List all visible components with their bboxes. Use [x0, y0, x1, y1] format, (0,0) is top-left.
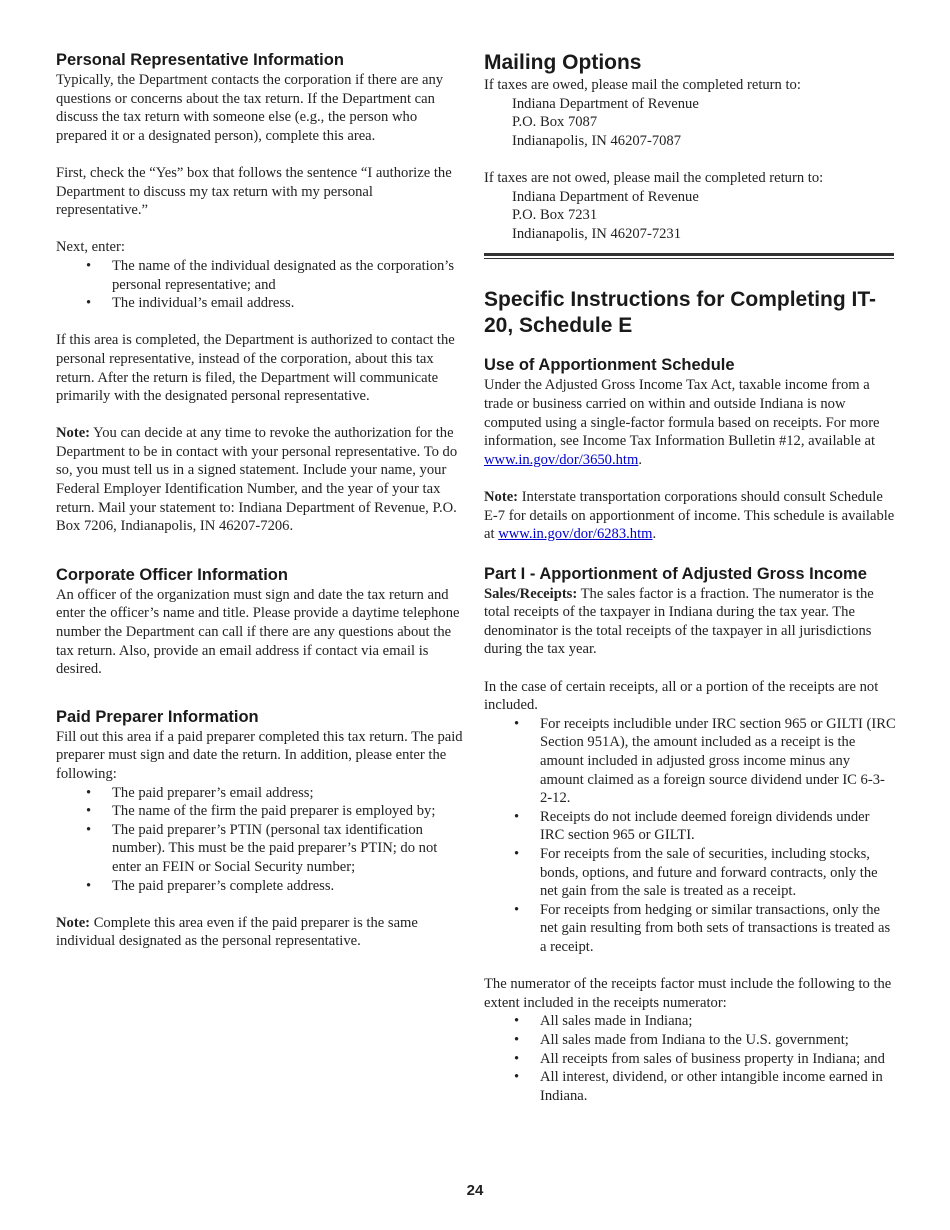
use-apportionment-heading: Use of Apportionment Schedule: [484, 356, 735, 375]
note-label: Note:: [484, 488, 519, 505]
personal-rep-p4: If this area is completed, the Department is authorized to contact the personal representative, instead of the corporation, about this tax return. After the return is filed, the Department will communicate primarily with the designated personal representative.: [56, 332, 455, 405]
bullet-icon: •: [86, 803, 92, 820]
not-owed-address: Indiana Department of Revenue P.O. Box 7231 Indianapolis, IN 46207-7231: [512, 188, 699, 242]
note-label: Note:: [56, 914, 91, 931]
part1-list: [484, 715, 896, 957]
bullet-icon: •: [514, 1069, 520, 1086]
bullet-icon: •: [514, 1031, 520, 1048]
corp-officer-heading: Corporate Officer Information: [56, 565, 288, 584]
right-column: [484, 50, 896, 1105]
schedule-e7-link[interactable]: www.in.gov/dor/6283.htm: [498, 526, 653, 543]
bullet-icon: •: [86, 877, 92, 894]
paid-preparer-p1: Fill out this area if a paid preparer completed this tax return. The paid preparer must sign and date the return. In addition, please enter the following:: [56, 728, 463, 782]
bullet-icon: •: [514, 808, 520, 825]
paid-preparer-note: Note: Complete this area even if the paid preparer is the same individual designated as the personal representative.: [56, 914, 418, 950]
bullet-icon: •: [514, 715, 520, 732]
use-apportionment-note: Note: Interstate transportation corporations should consult Schedule E-7 for details on apportionment of income. This schedule is available at www.in.gov/dor/6283.htm.: [484, 488, 895, 543]
list-item: • For receipts includible under IRC section 965 or GILTI (IRC Section 951A), the amount included as a receipt is the amount included in adjusted gross income minus any amount claimed as a foreign source dividend under IC 6-3-2-12.: [514, 715, 896, 807]
bulletin-link[interactable]: www.in.gov/dor/3650.htm: [484, 451, 639, 468]
list-item: • The individual’s email address.: [86, 295, 295, 312]
sales-label: Sales/Receipts:: [484, 585, 578, 602]
part1-list-2: [484, 1012, 896, 1105]
list-item: • All sales made in Indiana;: [514, 1013, 693, 1030]
list-item: • The paid preparer’s complete address.: [86, 877, 335, 894]
note-label: Note:: [56, 425, 91, 442]
bullet-icon: •: [86, 257, 92, 274]
personal-rep-p1: Typically, the Department contacts the corporation if there are any questions or concerns about the tax return. If the Department can discuss the tax return with someone else (e.g., the person who prepared it or a designated person), complete this area.: [56, 72, 444, 144]
mailing-options-heading: Mailing Options: [484, 51, 642, 74]
use-apportionment-p1: Under the Adjusted Gross Income Tax Act, taxable income from a trade or business carried on within and outside Indiana is now computed using a single-factor formula based on receipts. For more information, see Income Tax Information Bulletin #12, available at www.in.gov/dor/3650.htm.: [484, 377, 880, 468]
personal-rep-heading: Personal Representative Information: [56, 51, 344, 69]
list-item: • The paid preparer’s email address;: [86, 784, 314, 801]
list-item: • All sales made from Indiana to the U.S. government;: [514, 1031, 849, 1048]
personal-rep-p2: First, check the “Yes” box that follows the sentence “I authorize the Department to discuss my tax return with my personal representative.”: [56, 164, 452, 219]
specific-instructions-heading: Specific Instructions for Completing IT-20, Schedule E: [484, 288, 877, 338]
page-number: 24: [466, 1182, 484, 1199]
list-item: • The name of the firm the paid preparer is employed by;: [86, 803, 436, 820]
list-item: • All interest, dividend, or other intangible income earned in Indiana.: [514, 1069, 883, 1104]
list-item: • All receipts from sales of business property in Indiana; and: [514, 1050, 885, 1067]
bullet-icon: •: [86, 295, 92, 312]
bullet-icon: •: [86, 821, 92, 838]
part1-heading: Part I - Apportionment of Adjusted Gross Income: [484, 564, 867, 583]
not-owed-intro: If taxes are not owed, please mail the completed return to:: [484, 169, 824, 186]
bullet-icon: •: [514, 901, 520, 918]
personal-rep-list: [56, 257, 466, 313]
part1-p2: In the case of certain receipts, all or a portion of the receipts are not included.: [484, 678, 879, 714]
owed-address: Indiana Department of Revenue P.O. Box 7087 Indianapolis, IN 46207-7087: [512, 95, 699, 149]
section-divider-thin: [484, 258, 894, 259]
section-divider: [484, 253, 894, 256]
paid-preparer-list: [56, 784, 466, 896]
part1-p3: The numerator of the receipts factor must include the following to the extent included in the receipts numerator:: [484, 976, 892, 1011]
list-item: • Receipts do not include deemed foreign dividends under IRC section 965 or GILTI.: [514, 808, 870, 844]
bullet-icon: •: [514, 1050, 520, 1067]
corp-officer-p1: An officer of the organization must sign and date the tax return and enter the officer’s name and title. Please provide a daytime telephone number the Department can call if there are any questions about the tax return. Also, provide an email address if contact via email is desired.: [56, 586, 460, 678]
left-column: [56, 50, 466, 951]
personal-rep-note: Note: You can decide at any time to revoke the authorization for the Department to be in contact with your personal representative. To do so, you must tell us in a signed statement. Include your name, your Federal Employer Identification Number, and the year of your tax return. Mail your statement to: Indiana Department of Revenue, P.O. Box 7206, Indianapolis, IN 46207-7206.: [56, 425, 458, 535]
list-item: • For receipts from the sale of securities, including stocks, bonds, options, and future and forward contracts, only the net gain from the sale is treated as a receipt.: [514, 846, 878, 900]
bullet-icon: •: [514, 1013, 520, 1030]
list-item: • For receipts from hedging or similar transactions, only the net gain resulting from both sets of transactions is treated as a receipt.: [514, 901, 891, 955]
list-item: • The name of the individual designated as the corporation’s personal representative; and: [86, 257, 455, 293]
owed-intro: If taxes are owed, please mail the completed return to:: [484, 77, 801, 93]
bullet-icon: •: [514, 846, 520, 862]
personal-rep-p3: Next, enter:: [56, 239, 125, 256]
paid-preparer-heading: Paid Preparer Information: [56, 707, 259, 726]
sales-receipts-p: Sales/Receipts: The sales factor is a fraction. The numerator is the total receipts of the taxpayer in Indiana during the tax year. The denominator is the total receipts of the taxpayer in all jurisdictions during the tax year.: [484, 585, 874, 658]
list-item: • The paid preparer’s PTIN (personal tax identification number). This must be the paid preparer’s PTIN; do not enter an FEIN or Social Security number;: [86, 821, 438, 875]
bullet-icon: •: [86, 784, 92, 801]
